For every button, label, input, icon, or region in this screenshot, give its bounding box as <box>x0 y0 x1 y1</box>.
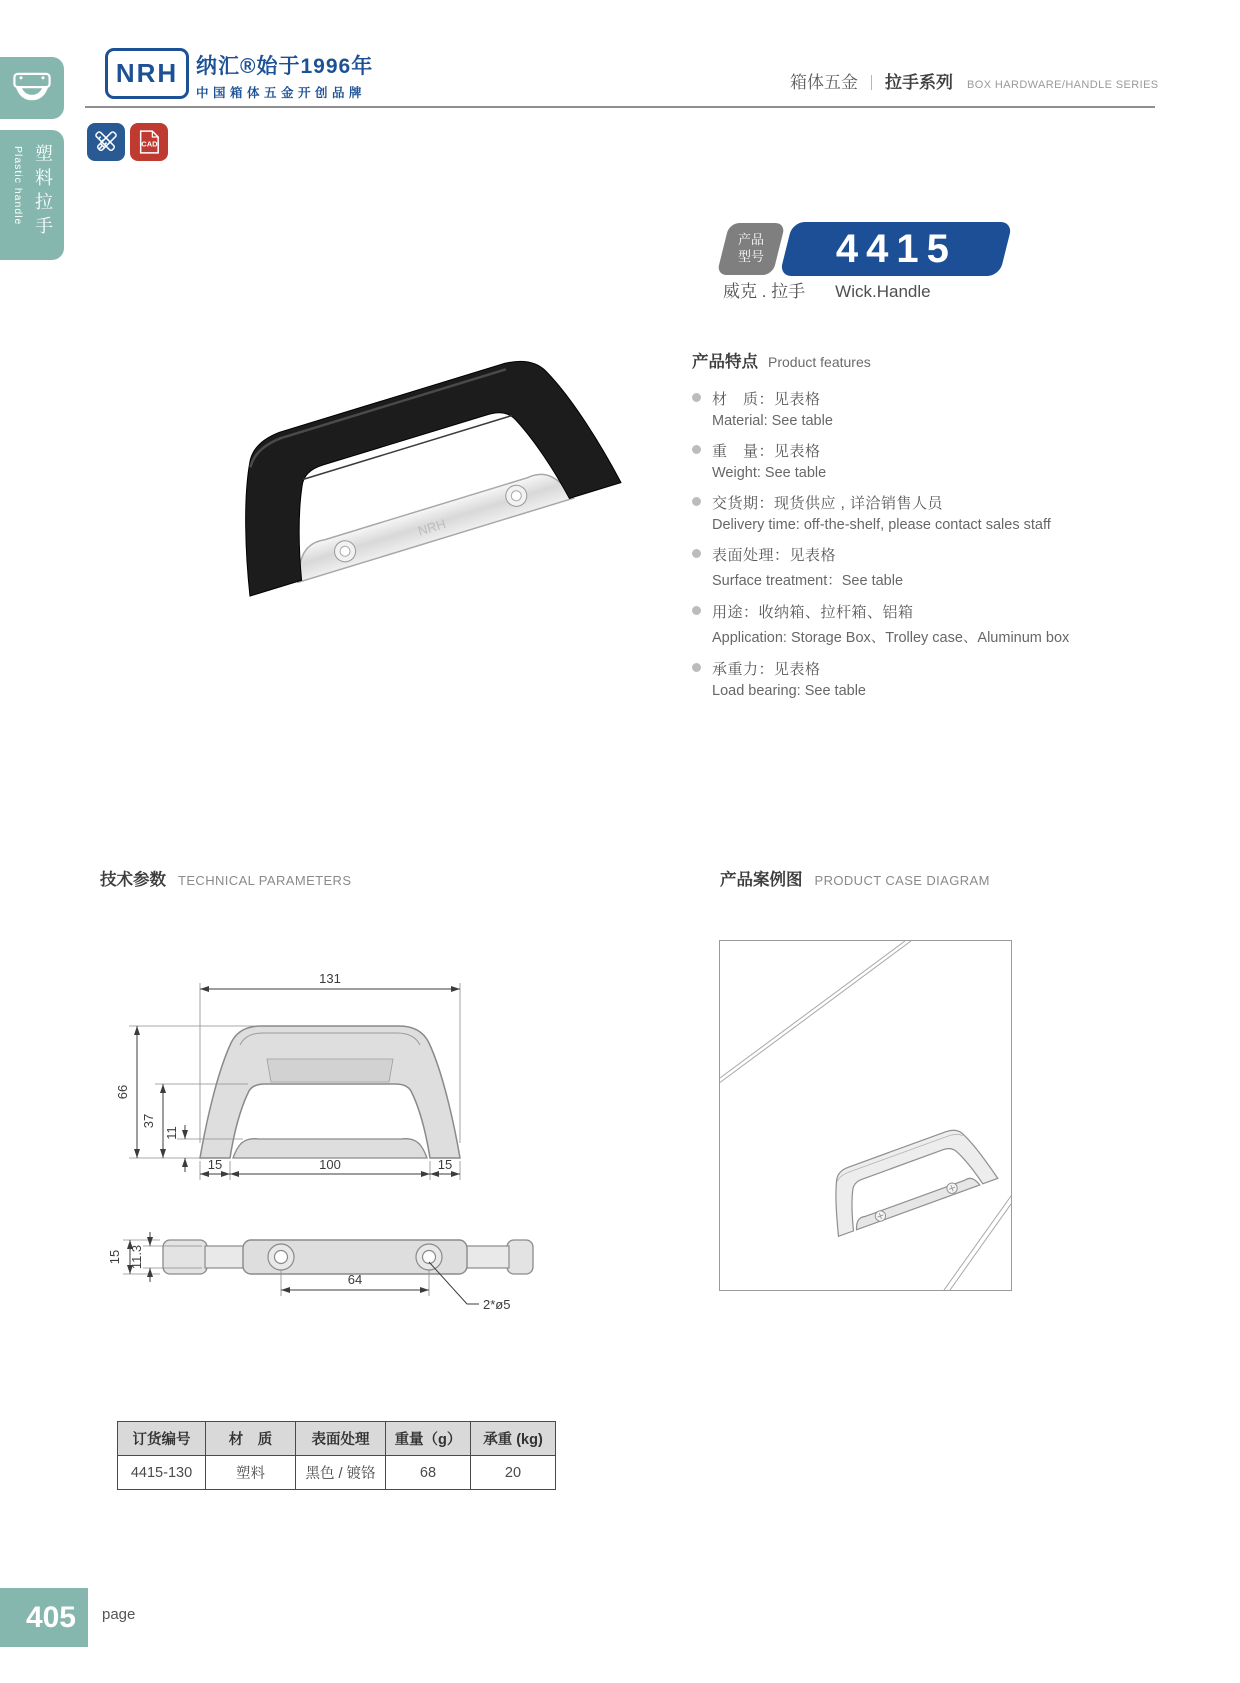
page-number: 405 <box>25 1600 76 1634</box>
technical-section-title <box>100 866 351 890</box>
model-tag <box>717 223 786 275</box>
series-cn-right: 拉手系列 <box>885 73 954 92</box>
dim-hole-spacing: 64 <box>347 1272 363 1287</box>
model-tag-line2: 型号 <box>737 249 764 264</box>
photo-embossed-logo: NRH <box>416 516 448 539</box>
dim-hole-note: 2*ø5 <box>483 1297 511 1312</box>
bullet-icon <box>692 445 701 454</box>
feature-cn: 承重力：见表格 <box>712 661 821 678</box>
technical-title-en: TECHNICAL PARAMETERS <box>178 873 352 888</box>
nrh-logo: NRH <box>105 48 189 99</box>
series-en: BOX HARDWARE/HANDLE SERIES <box>967 79 1159 91</box>
cell-material: 塑料 <box>206 1456 296 1490</box>
product-features <box>692 348 1132 710</box>
feature-en: Weight: See table <box>712 465 827 481</box>
technical-title-cn: 技术参数 <box>100 871 166 889</box>
cad-file-icon[interactable] <box>130 123 168 161</box>
plan-view-drawing <box>105 1212 535 1362</box>
case-section-title <box>720 866 990 890</box>
feature-item <box>692 388 1132 429</box>
dim-grip-clearance: 37 <box>141 1113 156 1129</box>
col-order-no: 订货编号 <box>118 1422 206 1456</box>
series-divider: ｜ <box>864 75 880 92</box>
spec-header-row <box>118 1422 556 1456</box>
handle-icon <box>10 69 54 108</box>
cell-load: 20 <box>471 1456 556 1490</box>
header-divider <box>85 106 1155 108</box>
feature-cn: 材 质：见表格 <box>712 391 821 408</box>
cell-weight: 68 <box>386 1456 471 1490</box>
cell-surface: 黑色 / 镀铬 <box>296 1456 386 1490</box>
sidebar-label-cn: 塑料拉手 <box>33 144 53 240</box>
feature-item <box>692 601 1132 647</box>
feature-item <box>692 658 1132 699</box>
sidebar-label-en: Plastic handle <box>12 146 24 226</box>
feature-cn: 交货期：现货供应 , 详洽销售人员 <box>712 495 944 512</box>
case-title-cn: 产品案例图 <box>720 871 803 889</box>
sidebar-section-tab[interactable] <box>0 130 64 260</box>
col-surface: 表面处理 <box>296 1422 386 1456</box>
dim-arm-height: 11.3 <box>129 1244 144 1270</box>
feature-item <box>692 544 1132 590</box>
feature-item <box>692 440 1132 481</box>
feature-en: Delivery time: off-the-shelf, please contact sales staff <box>712 517 1051 533</box>
page-label: page <box>102 1606 136 1623</box>
cell-order-no: 4415-130 <box>118 1456 206 1490</box>
features-title-en: Product features <box>768 354 871 370</box>
product-case-diagram <box>719 940 1012 1291</box>
dim-left-leg: 15 <box>207 1157 223 1172</box>
model-number: 4415 <box>835 226 957 271</box>
feature-item <box>692 492 1132 533</box>
features-title-cn: 产品特点 <box>692 353 758 371</box>
dim-right-leg: 15 <box>437 1157 453 1172</box>
product-name-cn: 威克 . 拉手 <box>723 282 806 301</box>
feature-en: Material: See table <box>712 413 833 429</box>
bullet-icon <box>692 393 701 402</box>
feature-cn: 重 量：见表格 <box>712 443 821 460</box>
feature-cn: 用途：收纳箱、拉杆箱、铝箱 <box>712 604 914 621</box>
col-weight: 重量（g） <box>386 1422 471 1456</box>
cad-label: CAD <box>141 139 158 149</box>
feature-cn: 表面处理：见表格 <box>712 547 837 564</box>
dim-end-height: 15 <box>107 1249 122 1265</box>
features-title <box>692 348 1132 372</box>
feature-en: Surface treatment：See table <box>712 573 904 589</box>
model-banner <box>779 222 1012 276</box>
spec-table <box>117 1421 556 1490</box>
product-name-en: Wick.Handle <box>835 282 931 301</box>
brand-text <box>196 50 373 101</box>
series-header <box>790 68 1159 93</box>
feature-en: Application: Storage Box、Trolley case、Aluminum box <box>712 630 1070 646</box>
model-tag-line1: 产品 <box>737 232 764 248</box>
drawing-tools-icon[interactable] <box>87 123 125 161</box>
front-view-drawing <box>105 933 505 1193</box>
product-photo <box>148 258 628 638</box>
brand-line1: 纳汇®始于1996年 <box>196 55 374 78</box>
page-number-block <box>0 1588 88 1647</box>
product-name <box>723 277 931 302</box>
bullet-icon <box>692 549 701 558</box>
dim-total-width: 131 <box>319 971 341 986</box>
col-material: 材 质 <box>206 1422 296 1456</box>
dim-plate-height: 11 <box>164 1126 179 1140</box>
case-title-en: PRODUCT CASE DIAGRAM <box>814 873 990 888</box>
spec-data-row <box>118 1456 556 1490</box>
dim-total-height: 66 <box>115 1084 130 1100</box>
bullet-icon <box>692 497 701 506</box>
bullet-icon <box>692 606 701 615</box>
feature-en: Load bearing: See table <box>712 683 866 699</box>
bullet-icon <box>692 663 701 672</box>
dim-inner-span: 100 <box>319 1157 341 1172</box>
col-load: 承重 (kg) <box>471 1422 556 1456</box>
series-cn-left: 箱体五金 <box>790 73 858 92</box>
brand-line2: 中国箱体五金开创品牌 <box>196 86 367 100</box>
case-handle-drawing <box>817 1120 998 1236</box>
sidebar-category-tab[interactable] <box>0 57 64 119</box>
